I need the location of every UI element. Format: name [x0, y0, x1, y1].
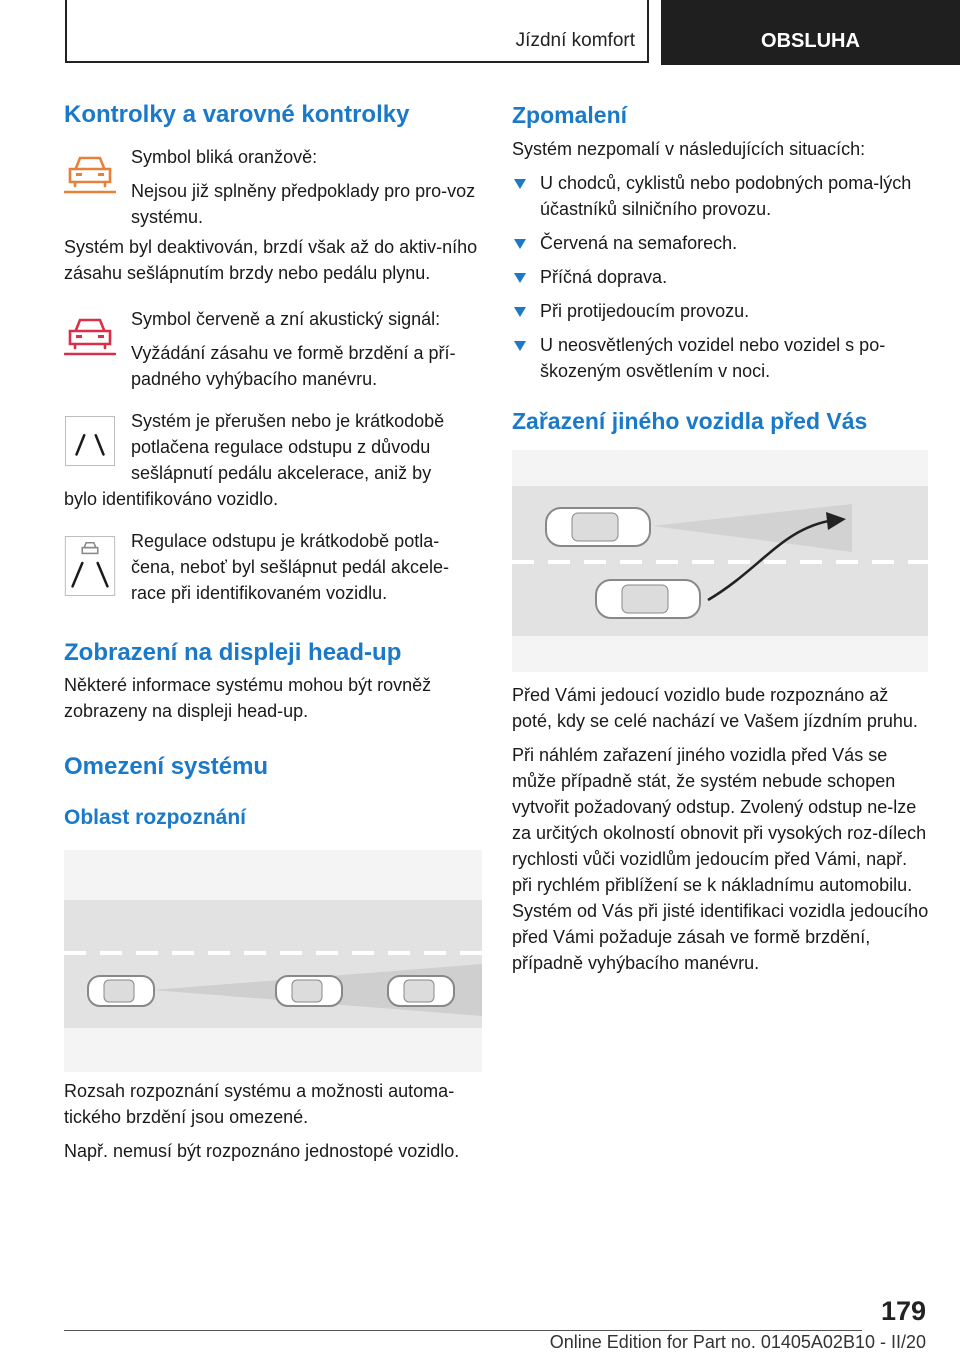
lanes-indicator-text-cont: bylo identifikováno vozidlo. [64, 489, 279, 509]
list-item: U chodců, cyklistů nebo podobných poma-lých účastníků silničního provozu. [512, 170, 930, 222]
para-deactivated: Systém byl deaktivován, brzdí však až do aktiv-ního zásahu sešlápnutím brzdy nebo pedálu plynu. [64, 237, 478, 283]
para-cutin-1: Před Vámi jedoucí vozidlo bude rozpoznáno až poté, kdy se celé nachází ve Vašem jízdním pruhu. [512, 685, 918, 731]
right-column [512, 100, 930, 976]
list-item: U neosvětlených vozidel nebo vozidel s po-škozeným osvětlením v noci. [512, 332, 930, 384]
car-warning-icon-red [64, 314, 116, 362]
car-own [88, 976, 154, 1006]
red-indicator-line1: Symbol červeně a zní akustický signál: [131, 309, 441, 329]
heading-slowdown: Zpomalení [512, 102, 628, 128]
car-ahead-2 [388, 976, 454, 1006]
bullet-list [512, 170, 930, 384]
bullet-triangle-icon [514, 179, 526, 189]
car-cutting-in [546, 508, 650, 546]
list-item: Příčná doprava. [512, 264, 930, 290]
orange-indicator-line2: Nejsou již splněny předpoklady pro pro-voz systému. [131, 181, 476, 227]
bullet-triangle-icon [514, 239, 526, 249]
header-section-box [65, 0, 649, 63]
lane-lines-car-icon [64, 536, 116, 596]
orange-indicator-line1: Symbol bliká oranžově: [131, 147, 318, 167]
para-hud: Některé informace systému mohou být rovněž zobrazeny na displeji head-up. [64, 675, 432, 721]
range-illustration [64, 850, 482, 1072]
car-own [596, 580, 700, 618]
lanes-car-indicator-block [64, 528, 482, 606]
chapter-tab [661, 0, 960, 65]
heading-range: Oblast rozpoznání [64, 806, 247, 829]
chapter-title: OBSLUHA [761, 30, 860, 52]
red-indicator-block [64, 306, 482, 392]
heading-hud: Zobrazení na displeji head-up [64, 639, 402, 666]
bullet-triangle-icon [514, 273, 526, 283]
edition-note: Online Edition for Part no. 01405A02B10 - II/20 [549, 1332, 926, 1352]
orange-indicator-block [64, 144, 482, 230]
para-range-1: Rozsah rozpoznání systému a možnosti automa-tického brzdění jsou omezené. [64, 1081, 455, 1127]
cutin-illustration [512, 450, 928, 672]
lanes-indicator-text: Systém je přerušen nebo je krátkodobě potlačena regulace odstupu z důvodu sešlápnutí pedálu akcelerace, aniž by [131, 411, 445, 483]
lanes-indicator-block [64, 408, 482, 512]
red-indicator-line2: Vyžádání zásahu ve formě brzdění a pří-padného vyhýbacího manévru. [131, 343, 456, 389]
footer-divider [64, 1330, 862, 1331]
list-item: Při protijedoucím provozu. [512, 298, 930, 324]
lanes-car-indicator-text: Regulace odstupu je krátkodobě potla-čena, neboť byl sešlápnut pedál akcele-race při identifikovaném vozidlu. [131, 531, 449, 603]
page-number: 179 [880, 1296, 926, 1326]
car-ahead-1 [276, 976, 342, 1006]
bullet-triangle-icon [514, 307, 526, 317]
car-warning-icon-orange [64, 152, 116, 200]
heading-indicators: Kontrolky a varovné kontrolky [64, 101, 410, 128]
para-slowdown: Systém nezpomalí v následujících situacích: [512, 139, 866, 159]
list-item: Červená na semaforech. [512, 230, 930, 256]
left-column [64, 100, 482, 1164]
section-title: Jízdní komfort [515, 30, 635, 51]
para-range-2: Např. nemusí být rozpoznáno jednostopé vozidlo. [64, 1141, 460, 1161]
heading-limits: Omezení systému [64, 753, 269, 780]
lane-lines-icon [64, 416, 116, 466]
para-cutin-2: Při náhlém zařazení jiného vozidla před Vás se může případně stát, že systém nebude schopen vytvořit požadovaný odstup. Zvolený odstup ne-lze za určitých okolností obnovit při vysokých roz-dílech rychlosti vůči vozidlům jedoucím před Vámi, např. při rychlém přiblížení se k nákladnímu automobilu. Systém od Vás při jisté identifikaci vozidla jedoucího před Vámi požaduje zásah ve formě brzdění, případně vyhýbacího manévru. [512, 745, 929, 973]
heading-cutin: Zařazení jiného vozidla před Vás [512, 408, 868, 434]
bullet-triangle-icon [514, 341, 526, 351]
